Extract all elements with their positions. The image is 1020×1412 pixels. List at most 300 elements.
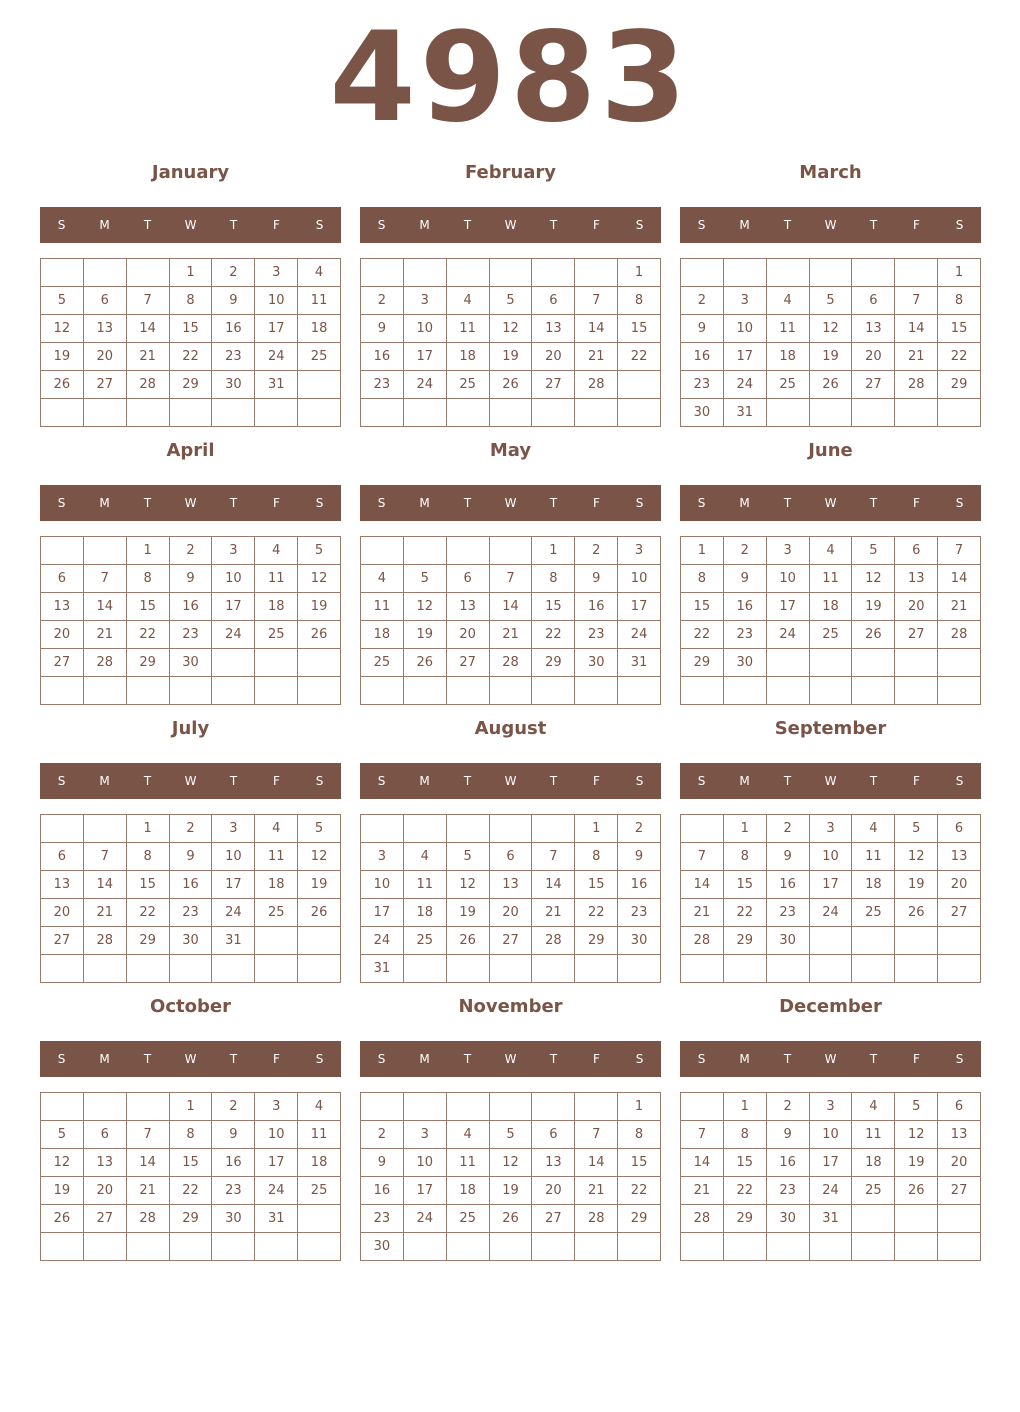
day-cell: 8	[127, 565, 170, 593]
day-cell: 11	[447, 1149, 490, 1177]
day-cell: 22	[575, 899, 618, 927]
empty-cell	[767, 955, 810, 983]
day-cell: 23	[618, 899, 661, 927]
weekday-header	[680, 763, 981, 799]
day-cell: 10	[724, 315, 767, 343]
weekday-label: M	[419, 1052, 430, 1066]
day-cell: 17	[724, 343, 767, 371]
empty-cell	[298, 649, 341, 677]
day-cell: 27	[84, 371, 127, 399]
weekday-label: M	[419, 218, 430, 232]
empty-cell	[895, 399, 938, 427]
day-cell: 21	[575, 343, 618, 371]
day-cell: 8	[724, 1121, 767, 1149]
day-cell: 25	[298, 343, 341, 371]
empty-cell	[404, 1093, 447, 1121]
day-cell: 8	[575, 843, 618, 871]
day-cell: 17	[212, 593, 255, 621]
empty-cell	[810, 677, 853, 705]
day-cell: 21	[532, 899, 575, 927]
day-cell: 7	[575, 1121, 618, 1149]
day-cell: 23	[575, 621, 618, 649]
empty-cell	[575, 1233, 618, 1261]
day-cell: 22	[127, 621, 170, 649]
empty-cell	[447, 1093, 490, 1121]
weekday-label: S	[955, 496, 964, 510]
empty-cell	[84, 677, 127, 705]
day-cell: 24	[810, 1177, 853, 1205]
day-cell: 1	[938, 259, 981, 287]
day-cell: 18	[447, 1177, 490, 1205]
day-cell: 28	[681, 927, 724, 955]
day-cell: 5	[447, 843, 490, 871]
empty-cell	[575, 955, 618, 983]
day-cell: 4	[404, 843, 447, 871]
day-cell: 29	[681, 649, 724, 677]
day-cell: 14	[532, 871, 575, 899]
day-cell: 29	[127, 927, 170, 955]
day-cell: 12	[810, 315, 853, 343]
day-cell: 24	[255, 343, 298, 371]
weekday-label: T	[463, 218, 472, 232]
empty-cell	[681, 955, 724, 983]
empty-cell	[41, 955, 84, 983]
weekday-label: S	[57, 1052, 66, 1066]
day-cell: 16	[212, 315, 255, 343]
day-cell: 6	[532, 287, 575, 315]
day-cell: 30	[361, 1233, 404, 1261]
day-cell: 1	[532, 537, 575, 565]
day-grid	[40, 814, 341, 983]
empty-cell	[618, 371, 661, 399]
weekday-label: S	[57, 496, 66, 510]
empty-cell	[447, 1233, 490, 1261]
day-cell: 27	[938, 899, 981, 927]
weekday-label: S	[315, 774, 324, 788]
day-cell: 10	[810, 1121, 853, 1149]
day-cell: 14	[575, 1149, 618, 1177]
day-cell: 30	[767, 1205, 810, 1233]
day-cell: 13	[41, 593, 84, 621]
day-cell: 27	[852, 371, 895, 399]
day-cell: 11	[255, 565, 298, 593]
empty-cell	[575, 677, 618, 705]
year-title: 4983	[329, 6, 691, 150]
day-cell: 16	[681, 343, 724, 371]
day-cell: 21	[127, 1177, 170, 1205]
weekday-header	[360, 1041, 661, 1077]
day-cell: 13	[852, 315, 895, 343]
day-cell: 28	[532, 927, 575, 955]
weekday-label: W	[504, 496, 517, 510]
weekday-label: M	[419, 774, 430, 788]
day-cell: 11	[447, 315, 490, 343]
day-cell: 6	[41, 843, 84, 871]
weekday-header	[40, 763, 341, 799]
weekday-header	[680, 485, 981, 521]
day-cell: 27	[84, 1205, 127, 1233]
day-cell: 18	[255, 871, 298, 899]
empty-cell	[724, 259, 767, 287]
day-cell: 23	[361, 371, 404, 399]
weekday-label: T	[463, 496, 472, 510]
weekday-label: S	[697, 218, 706, 232]
empty-cell	[447, 955, 490, 983]
empty-cell	[41, 259, 84, 287]
day-cell: 14	[127, 315, 170, 343]
day-cell: 31	[361, 955, 404, 983]
empty-cell	[404, 815, 447, 843]
day-cell: 10	[212, 843, 255, 871]
day-cell: 31	[255, 371, 298, 399]
day-cell: 19	[490, 1177, 533, 1205]
empty-cell	[447, 815, 490, 843]
empty-cell	[681, 815, 724, 843]
day-cell: 18	[810, 593, 853, 621]
day-cell: 18	[852, 871, 895, 899]
day-cell: 20	[938, 871, 981, 899]
empty-cell	[212, 649, 255, 677]
day-cell: 30	[212, 371, 255, 399]
weekday-label: T	[783, 218, 792, 232]
day-cell: 10	[255, 1121, 298, 1149]
empty-cell	[810, 1233, 853, 1261]
empty-cell	[361, 537, 404, 565]
empty-cell	[490, 955, 533, 983]
day-cell: 9	[681, 315, 724, 343]
day-cell: 13	[490, 871, 533, 899]
day-cell: 31	[810, 1205, 853, 1233]
day-cell: 4	[361, 565, 404, 593]
day-cell: 17	[404, 343, 447, 371]
empty-cell	[41, 399, 84, 427]
weekday-header	[40, 207, 341, 243]
weekday-label: M	[99, 496, 110, 510]
weekday-label: F	[273, 496, 280, 510]
day-cell: 26	[41, 1205, 84, 1233]
day-cell: 21	[681, 1177, 724, 1205]
day-cell: 26	[447, 927, 490, 955]
empty-cell	[170, 955, 213, 983]
day-cell: 19	[895, 1149, 938, 1177]
day-cell: 24	[212, 899, 255, 927]
day-cell: 15	[938, 315, 981, 343]
day-cell: 19	[298, 593, 341, 621]
day-cell: 5	[895, 1093, 938, 1121]
weekday-label: T	[783, 496, 792, 510]
empty-cell	[895, 677, 938, 705]
day-cell: 10	[767, 565, 810, 593]
day-grid	[680, 814, 981, 983]
weekday-label: F	[913, 218, 920, 232]
empty-cell	[127, 955, 170, 983]
empty-cell	[852, 1205, 895, 1233]
weekday-header	[680, 1041, 981, 1077]
day-cell: 13	[41, 871, 84, 899]
day-cell: 7	[127, 1121, 170, 1149]
day-cell: 16	[724, 593, 767, 621]
empty-cell	[298, 955, 341, 983]
day-cell: 5	[298, 815, 341, 843]
day-cell: 12	[490, 1149, 533, 1177]
empty-cell	[532, 815, 575, 843]
day-cell: 29	[575, 927, 618, 955]
weekday-label: T	[869, 1052, 878, 1066]
weekday-label: F	[593, 218, 600, 232]
day-cell: 1	[170, 1093, 213, 1121]
day-cell: 2	[724, 537, 767, 565]
day-cell: 29	[724, 1205, 767, 1233]
empty-cell	[127, 1093, 170, 1121]
day-cell: 1	[681, 537, 724, 565]
weekday-header	[360, 763, 661, 799]
weekday-label: S	[697, 774, 706, 788]
empty-cell	[212, 677, 255, 705]
empty-cell	[127, 259, 170, 287]
day-cell: 10	[361, 871, 404, 899]
empty-cell	[127, 399, 170, 427]
day-cell: 3	[767, 537, 810, 565]
empty-cell	[575, 399, 618, 427]
day-cell: 30	[618, 927, 661, 955]
weekday-label: M	[99, 218, 110, 232]
weekday-label: T	[549, 774, 558, 788]
weekday-label: W	[184, 496, 197, 510]
day-cell: 20	[447, 621, 490, 649]
empty-cell	[938, 927, 981, 955]
day-cell: 12	[41, 1149, 84, 1177]
weekday-label: S	[635, 218, 644, 232]
day-cell: 6	[938, 815, 981, 843]
empty-cell	[767, 677, 810, 705]
empty-cell	[298, 1233, 341, 1261]
day-cell: 8	[170, 287, 213, 315]
day-cell: 22	[618, 1177, 661, 1205]
day-cell: 22	[724, 1177, 767, 1205]
day-cell: 5	[852, 537, 895, 565]
day-cell: 26	[810, 371, 853, 399]
day-cell: 28	[127, 1205, 170, 1233]
day-cell: 7	[84, 565, 127, 593]
day-cell: 11	[298, 1121, 341, 1149]
empty-cell	[447, 677, 490, 705]
day-cell: 25	[852, 899, 895, 927]
day-cell: 31	[212, 927, 255, 955]
weekday-label: S	[955, 774, 964, 788]
month-name: April	[166, 440, 215, 461]
day-cell: 2	[681, 287, 724, 315]
day-cell: 20	[84, 343, 127, 371]
day-cell: 6	[532, 1121, 575, 1149]
day-cell: 23	[767, 1177, 810, 1205]
day-cell: 19	[447, 899, 490, 927]
day-cell: 26	[852, 621, 895, 649]
weekday-label: S	[57, 218, 66, 232]
day-cell: 19	[490, 343, 533, 371]
weekday-header	[40, 1041, 341, 1077]
day-cell: 26	[490, 1205, 533, 1233]
day-cell: 16	[212, 1149, 255, 1177]
day-cell: 23	[767, 899, 810, 927]
day-cell: 13	[895, 565, 938, 593]
day-cell: 12	[895, 843, 938, 871]
empty-cell	[938, 677, 981, 705]
day-cell: 26	[41, 371, 84, 399]
empty-cell	[895, 955, 938, 983]
day-cell: 20	[532, 1177, 575, 1205]
day-cell: 25	[298, 1177, 341, 1205]
day-cell: 22	[170, 343, 213, 371]
weekday-label: F	[273, 218, 280, 232]
empty-cell	[41, 537, 84, 565]
empty-cell	[852, 649, 895, 677]
day-cell: 4	[852, 815, 895, 843]
day-cell: 14	[127, 1149, 170, 1177]
weekday-header	[680, 207, 981, 243]
day-cell: 29	[724, 927, 767, 955]
empty-cell	[681, 677, 724, 705]
weekday-label: T	[869, 218, 878, 232]
day-cell: 12	[852, 565, 895, 593]
day-cell: 14	[895, 315, 938, 343]
empty-cell	[767, 399, 810, 427]
empty-cell	[852, 677, 895, 705]
day-cell: 19	[41, 1177, 84, 1205]
empty-cell	[298, 1205, 341, 1233]
day-cell: 28	[938, 621, 981, 649]
day-cell: 14	[84, 593, 127, 621]
day-cell: 17	[212, 871, 255, 899]
day-cell: 6	[447, 565, 490, 593]
empty-cell	[895, 259, 938, 287]
weekday-label: T	[143, 1052, 152, 1066]
day-cell: 25	[255, 621, 298, 649]
weekday-label: W	[824, 496, 837, 510]
day-cell: 26	[298, 621, 341, 649]
day-cell: 21	[84, 899, 127, 927]
day-cell: 31	[724, 399, 767, 427]
empty-cell	[127, 677, 170, 705]
day-cell: 8	[618, 1121, 661, 1149]
day-cell: 26	[490, 371, 533, 399]
day-cell: 2	[361, 1121, 404, 1149]
weekday-label: S	[377, 774, 386, 788]
empty-cell	[361, 399, 404, 427]
day-cell: 16	[361, 1177, 404, 1205]
day-cell: 4	[255, 815, 298, 843]
day-cell: 16	[618, 871, 661, 899]
day-cell: 10	[212, 565, 255, 593]
day-cell: 22	[170, 1177, 213, 1205]
month-name: September	[774, 718, 887, 739]
weekday-label: F	[913, 774, 920, 788]
weekday-label: S	[377, 1052, 386, 1066]
day-cell: 3	[810, 815, 853, 843]
day-cell: 18	[298, 1149, 341, 1177]
day-cell: 13	[84, 315, 127, 343]
empty-cell	[532, 677, 575, 705]
day-cell: 3	[255, 259, 298, 287]
day-grid	[360, 258, 661, 427]
day-cell: 27	[447, 649, 490, 677]
day-cell: 24	[255, 1177, 298, 1205]
empty-cell	[767, 1233, 810, 1261]
day-cell: 16	[575, 593, 618, 621]
weekday-label: M	[739, 218, 750, 232]
day-cell: 26	[298, 899, 341, 927]
day-cell: 11	[767, 315, 810, 343]
day-cell: 28	[84, 649, 127, 677]
day-cell: 9	[618, 843, 661, 871]
day-cell: 2	[212, 259, 255, 287]
empty-cell	[618, 677, 661, 705]
month-name: June	[808, 440, 853, 461]
weekday-label: M	[739, 1052, 750, 1066]
weekday-label: T	[229, 496, 238, 510]
day-cell: 15	[127, 871, 170, 899]
empty-cell	[298, 927, 341, 955]
empty-cell	[490, 259, 533, 287]
weekday-header	[40, 485, 341, 521]
empty-cell	[810, 927, 853, 955]
weekday-label: M	[419, 496, 430, 510]
day-cell: 22	[938, 343, 981, 371]
day-cell: 13	[447, 593, 490, 621]
day-cell: 15	[618, 315, 661, 343]
empty-cell	[255, 955, 298, 983]
day-cell: 27	[895, 621, 938, 649]
day-cell: 29	[127, 649, 170, 677]
weekday-label: W	[504, 774, 517, 788]
day-cell: 15	[724, 871, 767, 899]
month-name: March	[799, 162, 862, 183]
day-cell: 26	[895, 899, 938, 927]
empty-cell	[724, 677, 767, 705]
day-cell: 18	[298, 315, 341, 343]
day-cell: 22	[618, 343, 661, 371]
day-cell: 25	[404, 927, 447, 955]
day-cell: 19	[852, 593, 895, 621]
day-cell: 14	[575, 315, 618, 343]
empty-cell	[938, 1205, 981, 1233]
empty-cell	[532, 399, 575, 427]
day-cell: 7	[490, 565, 533, 593]
day-cell: 6	[41, 565, 84, 593]
day-cell: 16	[767, 871, 810, 899]
empty-cell	[852, 259, 895, 287]
day-cell: 6	[895, 537, 938, 565]
day-cell: 15	[170, 315, 213, 343]
day-grid	[40, 536, 341, 705]
day-cell: 2	[170, 815, 213, 843]
day-cell: 30	[681, 399, 724, 427]
day-cell: 4	[810, 537, 853, 565]
day-cell: 19	[895, 871, 938, 899]
empty-cell	[575, 259, 618, 287]
weekday-label: T	[783, 774, 792, 788]
empty-cell	[681, 1233, 724, 1261]
day-cell: 7	[681, 1121, 724, 1149]
day-cell: 18	[767, 343, 810, 371]
day-cell: 8	[681, 565, 724, 593]
empty-cell	[170, 399, 213, 427]
day-cell: 16	[361, 343, 404, 371]
day-cell: 15	[618, 1149, 661, 1177]
empty-cell	[895, 1233, 938, 1261]
empty-cell	[404, 259, 447, 287]
day-cell: 18	[852, 1149, 895, 1177]
month-name: May	[489, 440, 532, 461]
